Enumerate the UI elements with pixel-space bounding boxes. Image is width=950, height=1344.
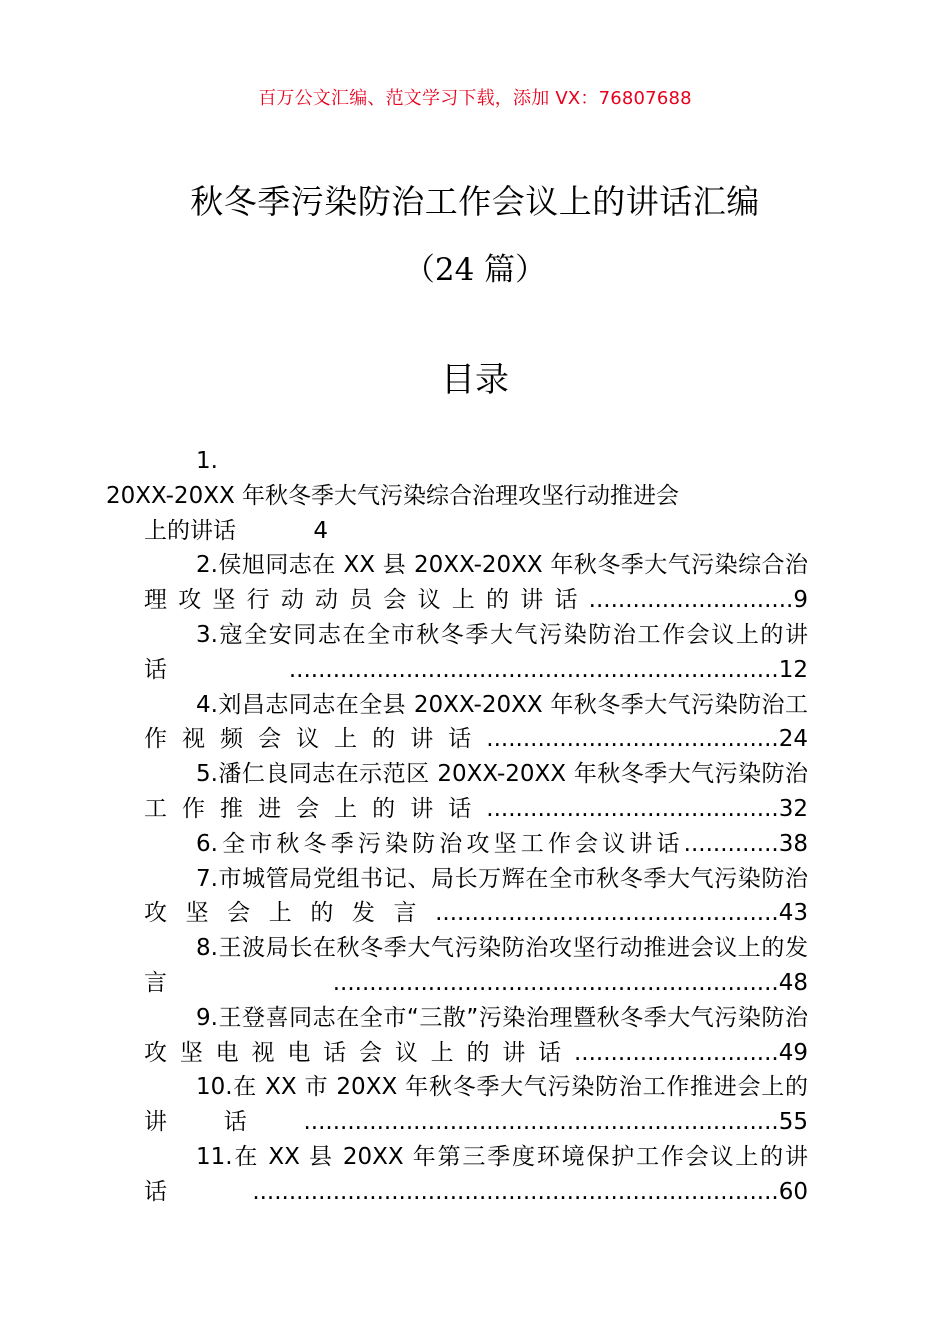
toc-entry-page: 24 [778, 726, 808, 753]
document-title: 秋冬季污染防治工作会议上的讲话汇编 [190, 182, 760, 221]
toc-entry-label-line2: 20XX-20XX 年秋冬季大气污染综合治理攻坚行动推进会 [106, 482, 680, 509]
toc-entry-page: 48 [778, 969, 808, 996]
toc-entry[interactable] [144, 757, 808, 827]
toc-entry-page: 9 [793, 587, 808, 614]
toc-entry-label: 7.市城管局党组书记、局长万辉在全市秋冬季大气污染防治攻坚会上的发言............................................... [144, 865, 808, 927]
toc-heading: 目录 [441, 360, 509, 400]
toc-entry-page: 49 [778, 1039, 808, 1066]
toc-entry-label-line3: 上的讲话 [144, 517, 236, 544]
toc-entry[interactable] [144, 618, 808, 688]
toc-entry-page: 12 [778, 656, 808, 683]
toc-entry-page: 60 [778, 1178, 808, 1205]
document-subtitle: （24 篇） [403, 252, 547, 288]
table-of-contents [106, 444, 808, 1210]
toc-entry[interactable] [144, 548, 808, 618]
toc-entry-label: 2.侯旭同志在 XX 县 20XX-20XX 年秋冬季大气污染综合治理攻坚行动动员会议上的讲话............................ [144, 552, 808, 614]
toc-entry-label: 8.王波局长在秋冬季大气污染防治攻坚行动推进会议上的发言............................................................. [144, 935, 808, 996]
toc-entry[interactable] [144, 1001, 808, 1071]
toc-entry-page: 43 [778, 900, 808, 927]
toc-entry-label: 9.王登喜同志在全市“三散”污染治理暨秋冬季大气污染防治攻坚电视电话会议上的讲话............................ [144, 1004, 808, 1066]
promo-banner: 百万公文汇编、范文学习下载，添加 VX：76807688 [258, 88, 692, 109]
toc-entry-page: 55 [778, 1109, 808, 1136]
toc-entry-label: 1. [196, 448, 218, 474]
toc-entry-label: 6.全市秋冬季污染防治攻坚工作会议讲话............. [196, 830, 779, 857]
toc-entry-label: 3.寇全安同志在全市秋冬季大气污染防治工作会议上的讲话................................................................... [144, 621, 808, 683]
toc-entry-label: 5.潘仁良同志在示范区 20XX-20XX 年秋冬季大气污染防治工作推进会上的讲话........................................ [144, 761, 808, 822]
toc-entry-page: 38 [778, 830, 808, 857]
toc-entry-label: 4.刘昌志同志在全县 20XX-20XX 年秋冬季大气污染防治工作视频会议上的讲话........................................ [144, 691, 808, 753]
toc-entry-page: 32 [778, 795, 808, 822]
toc-entry[interactable] [144, 1140, 808, 1210]
toc-entry[interactable] [144, 688, 808, 758]
toc-entry[interactable] [144, 931, 808, 1001]
toc-entry[interactable] [106, 444, 808, 548]
toc-entry[interactable] [144, 827, 808, 862]
toc-entry[interactable] [144, 862, 808, 932]
toc-entry-label: 11.在 XX 县 20XX 年第三季度环境保护工作会议上的讲话........................................................................ [144, 1143, 808, 1205]
toc-entry-label: 10.在 XX 市 20XX 年秋冬季大气污染防治工作推进会上的讲话................................................................. [144, 1074, 808, 1136]
toc-entry[interactable] [144, 1070, 808, 1140]
toc-entry-page: 4 [313, 517, 328, 544]
